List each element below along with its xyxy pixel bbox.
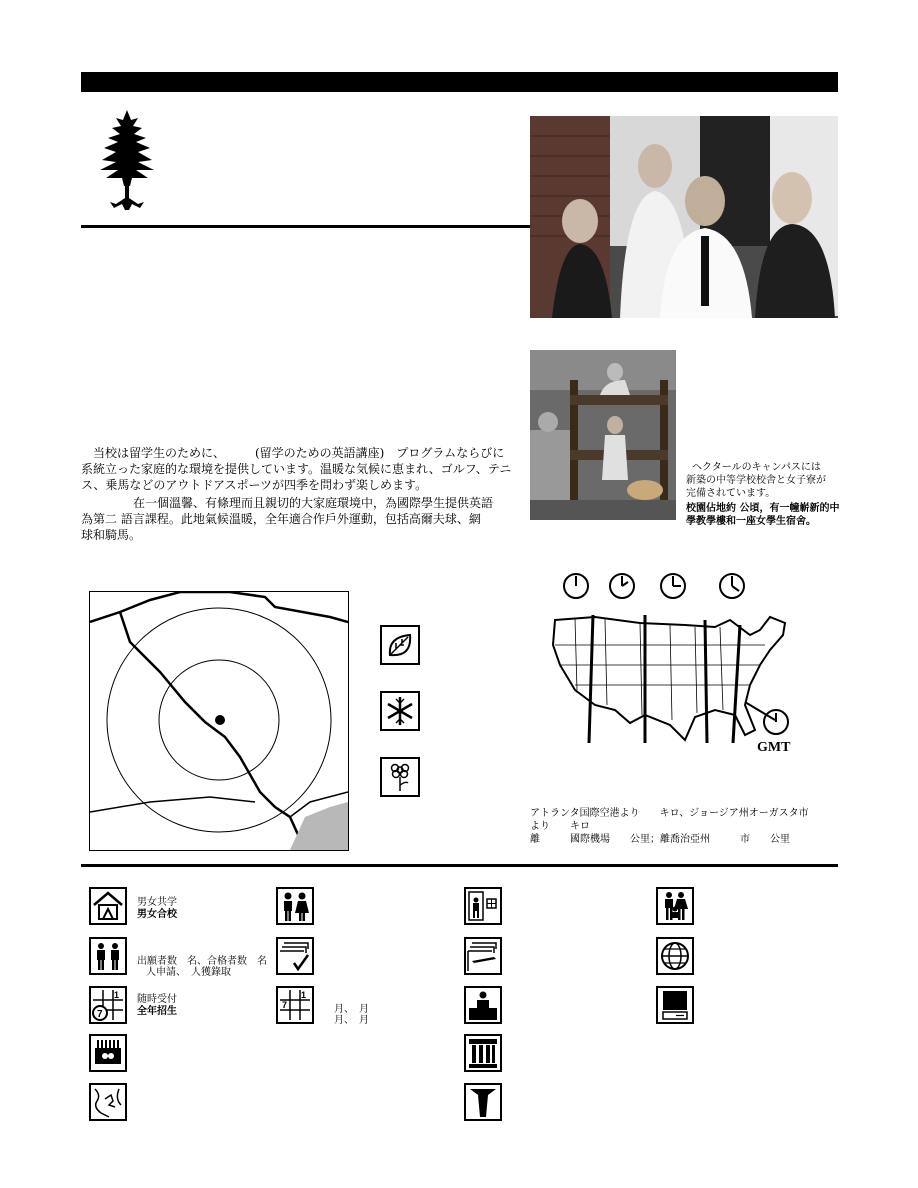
rolling-jp: 随時受付 <box>137 994 177 1005</box>
facts-rule <box>81 864 838 867</box>
tree-logo-icon <box>96 108 158 216</box>
calendar-months-icon <box>276 986 314 1024</box>
campus-caption-zh-line2: 學教學樓和一座女學生宿舍。 <box>686 516 816 527</box>
location-map <box>89 591 349 851</box>
application-pencil-icon <box>464 937 502 975</box>
snowflake-icon <box>380 691 420 731</box>
intro-zh-line1: 在一個溫馨、有條理而且親切的大家庭環境中，為國際學生提供英語 <box>133 496 494 510</box>
travel-line2: より キロ <box>530 821 590 832</box>
students-photo <box>530 116 838 318</box>
coed-jp: 男女共学 <box>137 897 177 908</box>
campus-caption-jp-line3: 完備されています。 <box>686 488 776 499</box>
tower-icon <box>464 1083 502 1121</box>
theater-icon <box>89 1034 127 1072</box>
flower-icon <box>380 757 420 797</box>
clock-central-icon <box>659 572 687 600</box>
months-line2: 月、 月 <box>334 1015 369 1026</box>
house-icon <box>89 887 127 925</box>
intro-zh-line2: 為第二 語言課程。此地氣候溫暖，全年適合作戶外運動，包括高爾夫球、網 <box>81 512 481 526</box>
clock-pacific-icon <box>562 572 590 600</box>
svg-text:7: 7 <box>97 1009 103 1020</box>
applicants-icon <box>89 937 127 975</box>
applicants-line2: 人申請、 人獲錄取 <box>146 967 231 978</box>
us-timezone-map <box>545 605 790 745</box>
svg-text:1: 1 <box>301 990 307 1000</box>
acceptance-check-icon <box>276 937 314 975</box>
coed-zh: 男女合校 <box>137 909 177 920</box>
intro-jp-line1: 当校は留学生のために、 (留学のための英語講座) プログラムならびに <box>93 446 505 460</box>
family-icon <box>656 887 694 925</box>
column-building-icon <box>464 1034 502 1072</box>
region-icon <box>89 1083 127 1121</box>
globe-icon <box>656 937 694 975</box>
travel-line1: アトランタ国際空港より キロ、ジョージア州オーガスタ市 <box>530 808 809 819</box>
gmt-label: GMT <box>757 740 791 755</box>
leaf-icon <box>380 625 420 665</box>
dorm-room-photo <box>530 350 676 520</box>
travel-line3: 離 國際機場 公里；離喬治亞州 市 公里 <box>530 834 790 845</box>
clock-mountain-icon <box>608 572 636 600</box>
intro-zh-line3: 球和騎馬。 <box>81 528 142 542</box>
applicants-line1: 出願者数 名、合格者数 名 <box>137 956 267 967</box>
calendar-rolling-icon <box>89 986 127 1024</box>
svg-text:1: 1 <box>114 990 120 1000</box>
header-bar <box>81 72 838 92</box>
clock-eastern-icon <box>718 572 746 600</box>
boy-girl-icon <box>276 887 314 925</box>
dormitory-icon <box>464 887 502 925</box>
svg-text:7: 7 <box>282 1000 288 1010</box>
intro-jp-line3: ス、乗馬などのアウトドアスポーツが四季を問わず楽しめます。 <box>81 478 428 492</box>
intro-jp-line2: 系統立った家庭的な環境を提供しています。温暖な気候に恵まれ、ゴルフ、テニ <box>81 462 512 476</box>
months-line1: 月、 月 <box>334 1004 369 1015</box>
campus-caption-jp-line1: ヘクタールのキャンパスには <box>692 462 821 473</box>
teacher-desk-icon <box>464 986 502 1024</box>
section-rule <box>81 225 530 228</box>
computer-icon <box>656 986 694 1024</box>
campus-caption-jp-line2: 新築の中等学校校舎と女子寮が <box>686 475 826 486</box>
campus-caption-zh-line1: 校園佔地約 公頃，有一幢嶄新的中 <box>686 503 840 514</box>
clock-gmt-icon <box>762 708 790 736</box>
rolling-zh: 全年招生 <box>137 1006 177 1017</box>
